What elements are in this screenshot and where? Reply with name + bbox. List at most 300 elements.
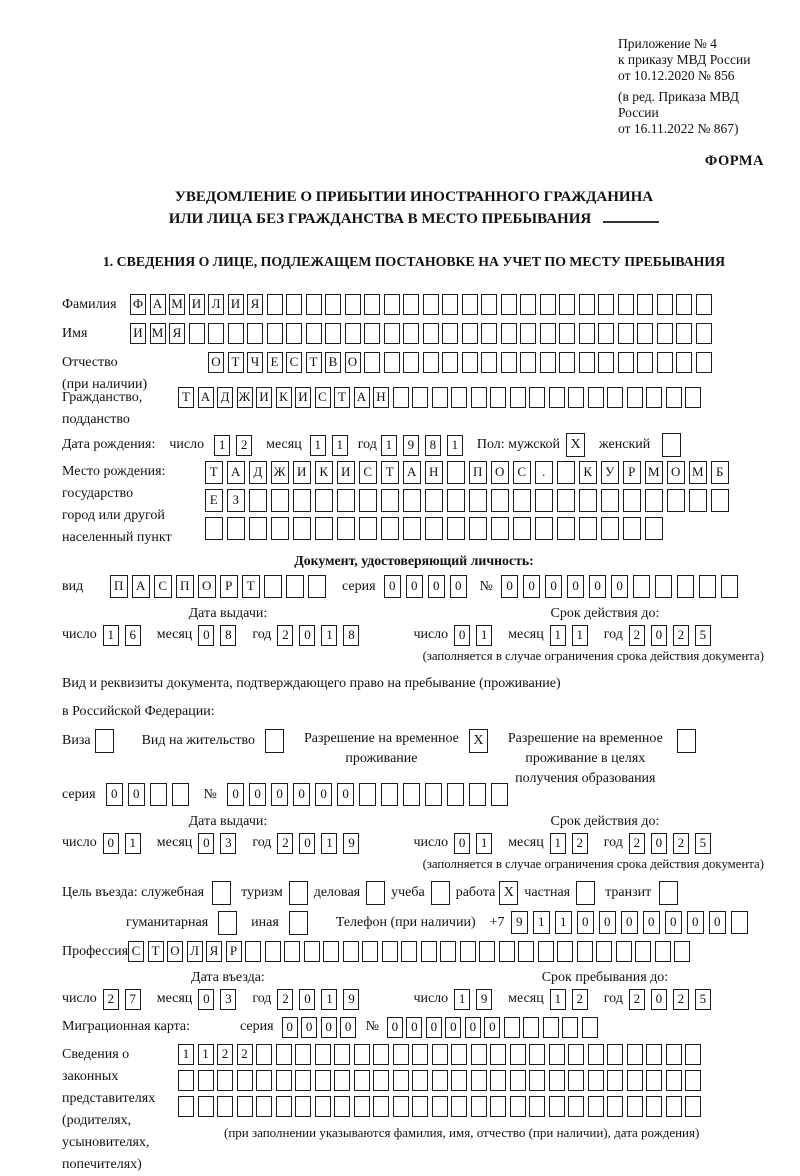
form-cell[interactable]: С bbox=[128, 941, 144, 962]
form-cell[interactable] bbox=[237, 1070, 253, 1091]
form-cell[interactable]: 1 bbox=[332, 435, 348, 456]
form-cell[interactable] bbox=[731, 911, 749, 934]
form-cell[interactable]: 0 bbox=[198, 625, 214, 646]
form-cell[interactable]: 0 bbox=[299, 989, 315, 1010]
form-cell[interactable] bbox=[568, 1044, 584, 1065]
form-cell[interactable]: И bbox=[293, 461, 311, 484]
form-cell[interactable] bbox=[607, 1070, 623, 1091]
form-cell[interactable] bbox=[471, 1044, 487, 1065]
form-cell[interactable] bbox=[696, 323, 712, 344]
form-cell[interactable]: 0 bbox=[651, 625, 667, 646]
form-cell[interactable]: 1 bbox=[198, 1044, 214, 1065]
form-cell[interactable] bbox=[469, 517, 487, 540]
form-cell[interactable] bbox=[481, 323, 497, 344]
form-cell[interactable] bbox=[334, 1096, 350, 1117]
form-cell[interactable] bbox=[150, 783, 168, 806]
form-cell[interactable] bbox=[623, 489, 641, 512]
form-cell[interactable] bbox=[568, 1070, 584, 1091]
form-cell[interactable]: 6 bbox=[125, 625, 141, 646]
form-cell[interactable] bbox=[284, 941, 300, 962]
form-cell[interactable]: 0 bbox=[545, 575, 563, 598]
form-cell[interactable] bbox=[425, 489, 443, 512]
form-cell[interactable]: 0 bbox=[665, 911, 683, 934]
form-cell[interactable] bbox=[308, 575, 326, 598]
form-cell[interactable] bbox=[306, 323, 322, 344]
form-cell[interactable] bbox=[423, 352, 439, 373]
form-cell[interactable]: 1 bbox=[550, 833, 566, 854]
form-cell[interactable]: 3 bbox=[220, 989, 236, 1010]
form-cell[interactable] bbox=[345, 323, 361, 344]
form-cell[interactable] bbox=[637, 323, 653, 344]
form-cell[interactable]: Т bbox=[334, 387, 350, 408]
form-cell[interactable] bbox=[540, 323, 556, 344]
form-cell[interactable]: 9 bbox=[476, 989, 492, 1010]
form-cell[interactable] bbox=[627, 1044, 643, 1065]
form-cell[interactable]: 0 bbox=[337, 783, 355, 806]
form-cell[interactable] bbox=[559, 323, 575, 344]
form-cell[interactable] bbox=[323, 941, 339, 962]
form-cell[interactable] bbox=[289, 881, 308, 905]
form-cell[interactable]: 0 bbox=[589, 575, 607, 598]
form-cell[interactable] bbox=[646, 1044, 662, 1065]
form-cell[interactable]: . bbox=[535, 461, 553, 484]
form-cell[interactable]: X bbox=[499, 881, 518, 905]
form-cell[interactable] bbox=[293, 489, 311, 512]
form-cell[interactable] bbox=[618, 294, 634, 315]
form-cell[interactable] bbox=[568, 1096, 584, 1117]
form-cell[interactable] bbox=[479, 941, 495, 962]
form-cell[interactable]: 0 bbox=[406, 1017, 422, 1038]
form-cell[interactable] bbox=[217, 1070, 233, 1091]
form-cell[interactable] bbox=[431, 881, 450, 905]
form-cell[interactable] bbox=[364, 352, 380, 373]
form-cell[interactable] bbox=[412, 1070, 428, 1091]
form-cell[interactable] bbox=[421, 941, 437, 962]
form-cell[interactable] bbox=[657, 352, 673, 373]
form-cell[interactable]: Л bbox=[208, 294, 224, 315]
form-cell[interactable]: 0 bbox=[445, 1017, 461, 1038]
form-cell[interactable]: 0 bbox=[249, 783, 267, 806]
form-cell[interactable]: 2 bbox=[277, 833, 293, 854]
form-cell[interactable] bbox=[618, 352, 634, 373]
form-cell[interactable] bbox=[491, 517, 509, 540]
form-cell[interactable] bbox=[423, 294, 439, 315]
form-cell[interactable]: 2 bbox=[277, 989, 293, 1010]
form-cell[interactable] bbox=[249, 489, 267, 512]
form-cell[interactable]: 7 bbox=[125, 989, 141, 1010]
form-cell[interactable] bbox=[447, 517, 465, 540]
form-cell[interactable] bbox=[662, 433, 681, 457]
form-cell[interactable]: Я bbox=[247, 294, 263, 315]
form-cell[interactable] bbox=[315, 489, 333, 512]
form-cell[interactable] bbox=[403, 517, 421, 540]
form-cell[interactable] bbox=[633, 575, 651, 598]
form-cell[interactable] bbox=[471, 1096, 487, 1117]
form-cell[interactable] bbox=[568, 387, 584, 408]
form-cell[interactable]: 0 bbox=[271, 783, 289, 806]
form-cell[interactable]: 0 bbox=[227, 783, 245, 806]
form-cell[interactable]: 8 bbox=[425, 435, 441, 456]
form-cell[interactable]: 0 bbox=[621, 911, 639, 934]
form-cell[interactable] bbox=[359, 783, 377, 806]
form-cell[interactable] bbox=[655, 575, 673, 598]
form-cell[interactable]: 2 bbox=[236, 435, 252, 456]
form-cell[interactable] bbox=[462, 323, 478, 344]
form-cell[interactable] bbox=[598, 352, 614, 373]
form-cell[interactable] bbox=[481, 294, 497, 315]
form-cell[interactable] bbox=[646, 387, 662, 408]
form-cell[interactable]: К bbox=[579, 461, 597, 484]
form-cell[interactable] bbox=[256, 1096, 272, 1117]
form-cell[interactable] bbox=[637, 294, 653, 315]
form-cell[interactable]: М bbox=[169, 294, 185, 315]
form-cell[interactable] bbox=[711, 489, 729, 512]
form-cell[interactable] bbox=[696, 294, 712, 315]
form-cell[interactable] bbox=[451, 1044, 467, 1065]
form-cell[interactable] bbox=[432, 1070, 448, 1091]
form-cell[interactable] bbox=[451, 387, 467, 408]
form-cell[interactable] bbox=[256, 1044, 272, 1065]
form-cell[interactable] bbox=[676, 352, 692, 373]
form-cell[interactable] bbox=[510, 1070, 526, 1091]
form-cell[interactable] bbox=[403, 489, 421, 512]
form-cell[interactable] bbox=[645, 517, 663, 540]
form-cell[interactable]: Д bbox=[217, 387, 233, 408]
form-cell[interactable] bbox=[218, 911, 237, 935]
form-cell[interactable] bbox=[523, 1017, 539, 1038]
form-cell[interactable] bbox=[607, 387, 623, 408]
form-cell[interactable] bbox=[596, 941, 612, 962]
form-cell[interactable]: К bbox=[315, 461, 333, 484]
form-cell[interactable]: А bbox=[150, 294, 166, 315]
form-cell[interactable] bbox=[442, 323, 458, 344]
form-cell[interactable]: 1 bbox=[321, 625, 337, 646]
form-cell[interactable]: 0 bbox=[315, 783, 333, 806]
form-cell[interactable] bbox=[490, 1096, 506, 1117]
form-cell[interactable] bbox=[518, 941, 534, 962]
form-cell[interactable]: А bbox=[198, 387, 214, 408]
form-cell[interactable] bbox=[623, 517, 641, 540]
form-cell[interactable]: 2 bbox=[673, 625, 689, 646]
form-cell[interactable] bbox=[490, 1044, 506, 1065]
form-cell[interactable] bbox=[212, 881, 231, 905]
form-cell[interactable]: А bbox=[132, 575, 150, 598]
form-cell[interactable]: 1 bbox=[103, 625, 119, 646]
form-cell[interactable] bbox=[513, 489, 531, 512]
form-cell[interactable]: П bbox=[469, 461, 487, 484]
form-cell[interactable] bbox=[304, 941, 320, 962]
form-cell[interactable] bbox=[276, 1044, 292, 1065]
form-cell[interactable]: 1 bbox=[476, 833, 492, 854]
form-cell[interactable] bbox=[598, 323, 614, 344]
form-cell[interactable] bbox=[293, 517, 311, 540]
form-cell[interactable]: 0 bbox=[577, 911, 595, 934]
form-cell[interactable]: 2 bbox=[673, 833, 689, 854]
form-cell[interactable] bbox=[381, 517, 399, 540]
form-cell[interactable] bbox=[588, 1070, 604, 1091]
form-cell[interactable] bbox=[334, 1044, 350, 1065]
form-cell[interactable] bbox=[271, 489, 289, 512]
form-cell[interactable]: 0 bbox=[106, 783, 124, 806]
form-cell[interactable] bbox=[529, 1096, 545, 1117]
form-cell[interactable] bbox=[677, 575, 695, 598]
form-cell[interactable] bbox=[490, 387, 506, 408]
form-cell[interactable] bbox=[403, 783, 421, 806]
form-cell[interactable] bbox=[286, 575, 304, 598]
form-cell[interactable] bbox=[535, 517, 553, 540]
form-cell[interactable]: 2 bbox=[217, 1044, 233, 1065]
form-cell[interactable]: 1 bbox=[447, 435, 463, 456]
form-cell[interactable]: Т bbox=[228, 352, 244, 373]
form-cell[interactable] bbox=[559, 294, 575, 315]
form-cell[interactable] bbox=[425, 783, 443, 806]
form-cell[interactable] bbox=[513, 517, 531, 540]
form-cell[interactable]: 2 bbox=[673, 989, 689, 1010]
form-cell[interactable] bbox=[635, 941, 651, 962]
form-cell[interactable] bbox=[579, 352, 595, 373]
form-cell[interactable] bbox=[588, 1096, 604, 1117]
form-cell[interactable] bbox=[256, 1070, 272, 1091]
form-cell[interactable]: 0 bbox=[198, 989, 214, 1010]
form-cell[interactable] bbox=[315, 1044, 331, 1065]
form-cell[interactable] bbox=[535, 489, 553, 512]
form-cell[interactable] bbox=[403, 352, 419, 373]
form-cell[interactable]: С bbox=[513, 461, 531, 484]
form-cell[interactable] bbox=[403, 323, 419, 344]
form-cell[interactable] bbox=[373, 1096, 389, 1117]
form-cell[interactable] bbox=[491, 783, 509, 806]
form-cell[interactable]: 0 bbox=[454, 833, 470, 854]
form-cell[interactable]: О bbox=[208, 352, 224, 373]
form-cell[interactable] bbox=[265, 941, 281, 962]
form-cell[interactable] bbox=[451, 1070, 467, 1091]
form-cell[interactable] bbox=[423, 323, 439, 344]
form-cell[interactable] bbox=[655, 941, 671, 962]
form-cell[interactable] bbox=[315, 1096, 331, 1117]
form-cell[interactable] bbox=[412, 387, 428, 408]
form-cell[interactable] bbox=[412, 1096, 428, 1117]
form-cell[interactable]: У bbox=[601, 461, 619, 484]
form-cell[interactable]: З bbox=[227, 489, 245, 512]
form-cell[interactable]: 1 bbox=[310, 435, 326, 456]
form-cell[interactable]: 1 bbox=[550, 625, 566, 646]
form-cell[interactable]: С bbox=[154, 575, 172, 598]
form-cell[interactable]: 9 bbox=[403, 435, 419, 456]
form-cell[interactable] bbox=[343, 941, 359, 962]
form-cell[interactable]: Ф bbox=[130, 294, 146, 315]
form-cell[interactable] bbox=[549, 1070, 565, 1091]
form-cell[interactable]: 5 bbox=[695, 625, 711, 646]
form-cell[interactable] bbox=[384, 323, 400, 344]
form-cell[interactable] bbox=[607, 1096, 623, 1117]
form-cell[interactable]: И bbox=[337, 461, 355, 484]
form-cell[interactable] bbox=[447, 783, 465, 806]
form-cell[interactable]: 1 bbox=[454, 989, 470, 1010]
form-cell[interactable] bbox=[442, 352, 458, 373]
form-cell[interactable] bbox=[237, 1096, 253, 1117]
form-cell[interactable] bbox=[557, 461, 575, 484]
form-cell[interactable] bbox=[325, 323, 341, 344]
form-cell[interactable] bbox=[481, 352, 497, 373]
form-cell[interactable] bbox=[227, 517, 245, 540]
form-cell[interactable]: Ч bbox=[247, 352, 263, 373]
form-cell[interactable] bbox=[588, 387, 604, 408]
form-cell[interactable] bbox=[354, 1070, 370, 1091]
form-cell[interactable] bbox=[627, 1096, 643, 1117]
form-cell[interactable]: Я bbox=[206, 941, 222, 962]
form-cell[interactable] bbox=[520, 294, 536, 315]
form-cell[interactable]: 0 bbox=[198, 833, 214, 854]
form-cell[interactable]: 1 bbox=[321, 989, 337, 1010]
form-cell[interactable] bbox=[271, 517, 289, 540]
form-cell[interactable] bbox=[228, 323, 244, 344]
form-cell[interactable]: Р bbox=[220, 575, 238, 598]
form-cell[interactable]: 2 bbox=[103, 989, 119, 1010]
form-cell[interactable]: 1 bbox=[178, 1044, 194, 1065]
form-cell[interactable] bbox=[646, 1070, 662, 1091]
form-cell[interactable] bbox=[529, 387, 545, 408]
form-cell[interactable]: Я bbox=[169, 323, 185, 344]
form-cell[interactable]: Т bbox=[306, 352, 322, 373]
form-cell[interactable] bbox=[588, 1044, 604, 1065]
form-cell[interactable] bbox=[432, 1096, 448, 1117]
form-cell[interactable] bbox=[579, 517, 597, 540]
form-cell[interactable]: О bbox=[198, 575, 216, 598]
form-cell[interactable]: И bbox=[189, 294, 205, 315]
form-cell[interactable] bbox=[582, 1017, 598, 1038]
form-cell[interactable] bbox=[364, 323, 380, 344]
form-cell[interactable]: 0 bbox=[709, 911, 727, 934]
form-cell[interactable]: 0 bbox=[103, 833, 119, 854]
form-cell[interactable] bbox=[267, 294, 283, 315]
form-cell[interactable]: 5 bbox=[695, 989, 711, 1010]
form-cell[interactable]: 0 bbox=[128, 783, 146, 806]
form-cell[interactable] bbox=[579, 294, 595, 315]
form-cell[interactable]: 0 bbox=[428, 575, 446, 598]
form-cell[interactable]: 0 bbox=[299, 625, 315, 646]
form-cell[interactable]: Р bbox=[623, 461, 641, 484]
form-cell[interactable]: А bbox=[403, 461, 421, 484]
form-cell[interactable]: 1 bbox=[125, 833, 141, 854]
form-cell[interactable] bbox=[373, 1070, 389, 1091]
form-cell[interactable] bbox=[469, 489, 487, 512]
form-cell[interactable] bbox=[501, 323, 517, 344]
form-cell[interactable]: 1 bbox=[476, 625, 492, 646]
form-cell[interactable] bbox=[471, 1070, 487, 1091]
form-cell[interactable]: 0 bbox=[599, 911, 617, 934]
form-cell[interactable]: X bbox=[566, 433, 585, 457]
form-cell[interactable] bbox=[451, 1096, 467, 1117]
form-cell[interactable] bbox=[401, 941, 417, 962]
form-cell[interactable] bbox=[189, 323, 205, 344]
form-cell[interactable] bbox=[295, 1070, 311, 1091]
form-cell[interactable] bbox=[529, 1044, 545, 1065]
form-cell[interactable] bbox=[529, 1070, 545, 1091]
form-cell[interactable] bbox=[676, 294, 692, 315]
form-cell[interactable] bbox=[208, 323, 224, 344]
form-cell[interactable] bbox=[334, 1070, 350, 1091]
form-cell[interactable]: Т bbox=[178, 387, 194, 408]
form-cell[interactable] bbox=[295, 1044, 311, 1065]
form-cell[interactable] bbox=[557, 489, 575, 512]
form-cell[interactable] bbox=[432, 1044, 448, 1065]
form-cell[interactable]: О bbox=[667, 461, 685, 484]
form-cell[interactable] bbox=[666, 1044, 682, 1065]
form-cell[interactable]: 2 bbox=[277, 625, 293, 646]
form-cell[interactable] bbox=[510, 1096, 526, 1117]
form-cell[interactable] bbox=[674, 941, 690, 962]
form-cell[interactable] bbox=[676, 323, 692, 344]
form-cell[interactable]: 8 bbox=[220, 625, 236, 646]
form-cell[interactable]: 0 bbox=[299, 833, 315, 854]
form-cell[interactable]: П bbox=[110, 575, 128, 598]
form-cell[interactable]: 8 bbox=[343, 625, 359, 646]
form-cell[interactable]: И bbox=[256, 387, 272, 408]
form-cell[interactable] bbox=[249, 517, 267, 540]
form-cell[interactable] bbox=[265, 729, 284, 753]
form-cell[interactable]: И bbox=[130, 323, 146, 344]
form-cell[interactable]: М bbox=[150, 323, 166, 344]
form-cell[interactable]: 1 bbox=[214, 435, 230, 456]
form-cell[interactable] bbox=[382, 941, 398, 962]
form-cell[interactable]: 1 bbox=[321, 833, 337, 854]
form-cell[interactable]: М bbox=[645, 461, 663, 484]
form-cell[interactable] bbox=[627, 387, 643, 408]
form-cell[interactable] bbox=[442, 294, 458, 315]
form-cell[interactable]: 0 bbox=[651, 833, 667, 854]
form-cell[interactable] bbox=[490, 1070, 506, 1091]
form-cell[interactable]: 0 bbox=[384, 575, 402, 598]
form-cell[interactable] bbox=[696, 352, 712, 373]
form-cell[interactable] bbox=[543, 1017, 559, 1038]
form-cell[interactable]: 5 bbox=[695, 833, 711, 854]
form-cell[interactable]: 9 bbox=[343, 989, 359, 1010]
form-cell[interactable] bbox=[637, 352, 653, 373]
form-cell[interactable]: 2 bbox=[572, 833, 588, 854]
form-cell[interactable] bbox=[384, 294, 400, 315]
form-cell[interactable] bbox=[381, 489, 399, 512]
form-cell[interactable] bbox=[562, 1017, 578, 1038]
form-cell[interactable]: 3 bbox=[220, 833, 236, 854]
form-cell[interactable] bbox=[286, 294, 302, 315]
form-cell[interactable] bbox=[601, 517, 619, 540]
form-cell[interactable] bbox=[381, 783, 399, 806]
form-cell[interactable] bbox=[178, 1096, 194, 1117]
form-cell[interactable]: С bbox=[315, 387, 331, 408]
form-cell[interactable] bbox=[337, 517, 355, 540]
form-cell[interactable] bbox=[364, 294, 380, 315]
form-cell[interactable] bbox=[462, 352, 478, 373]
form-cell[interactable] bbox=[198, 1070, 214, 1091]
form-cell[interactable] bbox=[276, 1070, 292, 1091]
form-cell[interactable]: С bbox=[286, 352, 302, 373]
form-cell[interactable]: Н bbox=[425, 461, 443, 484]
form-cell[interactable]: 0 bbox=[611, 575, 629, 598]
form-cell[interactable]: С bbox=[359, 461, 377, 484]
form-cell[interactable] bbox=[579, 489, 597, 512]
form-cell[interactable]: 0 bbox=[643, 911, 661, 934]
form-cell[interactable] bbox=[393, 1070, 409, 1091]
form-cell[interactable]: Б bbox=[711, 461, 729, 484]
form-cell[interactable] bbox=[510, 387, 526, 408]
form-cell[interactable]: Т bbox=[242, 575, 260, 598]
form-cell[interactable] bbox=[685, 387, 701, 408]
form-cell[interactable] bbox=[471, 387, 487, 408]
form-cell[interactable]: 0 bbox=[340, 1017, 356, 1038]
form-cell[interactable]: 0 bbox=[454, 625, 470, 646]
form-cell[interactable]: 2 bbox=[629, 625, 645, 646]
form-cell[interactable] bbox=[306, 294, 322, 315]
